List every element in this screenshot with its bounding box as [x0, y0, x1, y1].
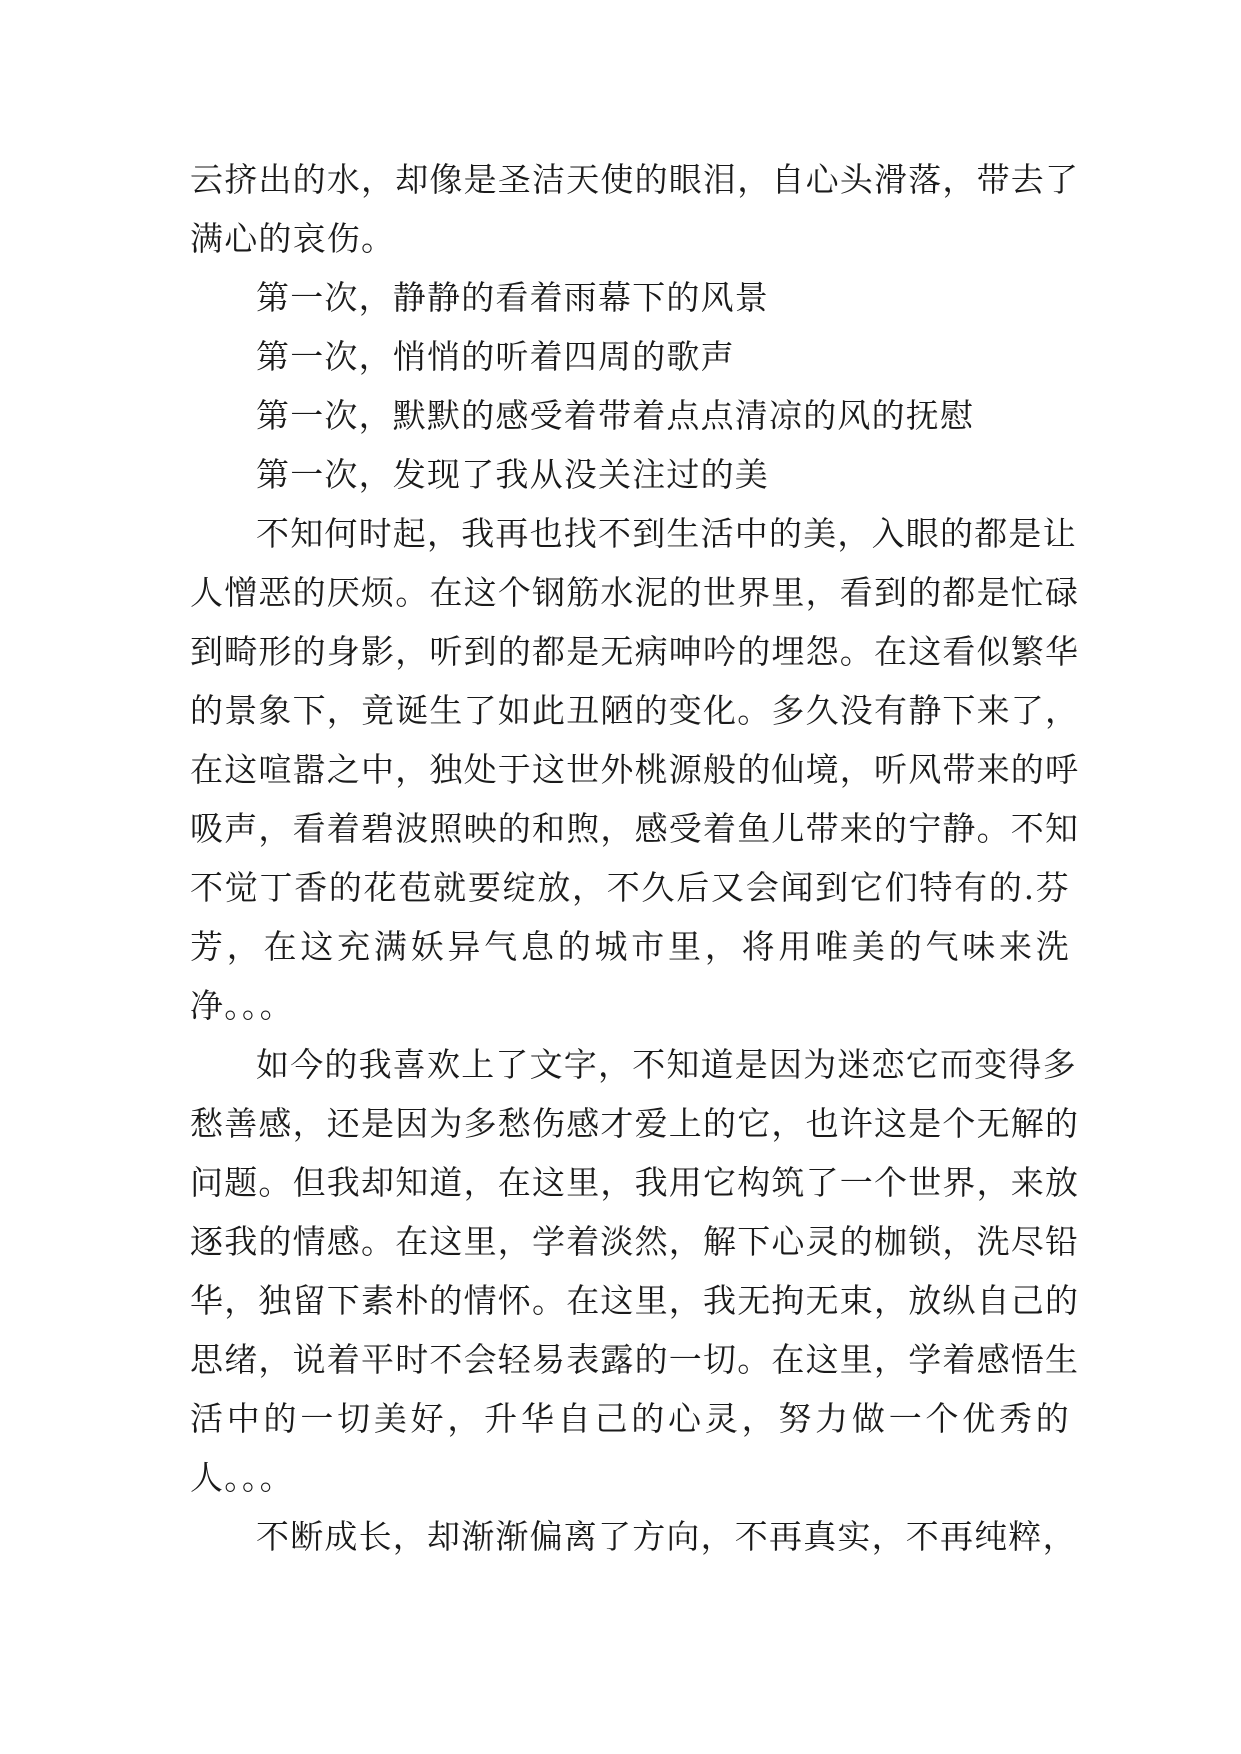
- paragraph: [190, 445, 1070, 504]
- text-line: 第一次，悄悄的听着四周的歌声: [256, 337, 735, 376]
- paragraph: [190, 268, 1070, 327]
- text-line: 愁善感，还是因为多愁伤感才爱上的它，也许这是个无解的: [190, 1104, 1080, 1143]
- text-line: 吸声，看着碧波照映的和煦，感受着鱼儿带来的宁静。不知: [190, 809, 1080, 848]
- paragraph: [190, 327, 1070, 386]
- text-line: 逐我的情感。在这里，学着淡然，解下心灵的枷锁，洗尽铅: [190, 1222, 1080, 1261]
- text-line: 第一次，静静的看着雨幕下的风景: [256, 278, 769, 317]
- text-line: 云挤出的水，却像是圣洁天使的眼泪，自心头滑落，带去了: [190, 160, 1080, 199]
- text-line: 在这喧嚣之中，独处于这世外桃源般的仙境，听风带来的呼: [190, 750, 1080, 789]
- text-line: 如今的我喜欢上了文字，不知道是因为迷恋它而变得多: [256, 1045, 1077, 1084]
- document-page: [190, 150, 1080, 1566]
- text-line: 满心的哀伤。: [190, 219, 396, 258]
- text-line: 不断成长，却渐渐偏离了方向，不再真实，不再纯粹，: [256, 1517, 1077, 1556]
- text-line: 不觉丁香的花苞就要绽放，不久后又会闻到它们特有的.芬: [190, 868, 1070, 907]
- paragraph: [190, 150, 1080, 268]
- text-line: 芳，在这充满妖异气息的城市里，将用唯美的气味来洗: [190, 927, 1070, 966]
- paragraph: [190, 504, 1080, 1035]
- text-line: 净。。。: [190, 986, 294, 1025]
- text-line: 不知何时起，我再也找不到生活中的美，入眼的都是让: [256, 514, 1077, 553]
- text-line: 第一次，发现了我从没关注过的美: [256, 455, 769, 494]
- text-line: 第一次，默默的感受着带着点点清凉的风的抚慰: [256, 396, 975, 435]
- text-line: 人。。。: [190, 1458, 294, 1497]
- text-line: 问题。但我却知道，在这里，我用它构筑了一个世界，来放: [190, 1163, 1080, 1202]
- paragraph: [190, 1507, 1077, 1566]
- text-line: 到畸形的身影，听到的都是无病呻吟的埋怨。在这看似繁华: [190, 632, 1080, 671]
- text-line: 活中的一切美好，升华自己的心灵，努力做一个优秀的: [190, 1399, 1070, 1438]
- paragraph: [190, 386, 1070, 445]
- text-line: 思绪，说着平时不会轻易表露的一切。在这里，学着感悟生: [190, 1340, 1080, 1379]
- text-line: 人憎恶的厌烦。在这个钢筋水泥的世界里，看到的都是忙碌: [190, 573, 1080, 612]
- paragraph: [190, 1035, 1080, 1507]
- text-line: 的景象下，竟诞生了如此丑陋的变化。多久没有静下来了，: [190, 691, 1080, 730]
- text-line: 华，独留下素朴的情怀。在这里，我无拘无束，放纵自己的: [190, 1281, 1080, 1320]
